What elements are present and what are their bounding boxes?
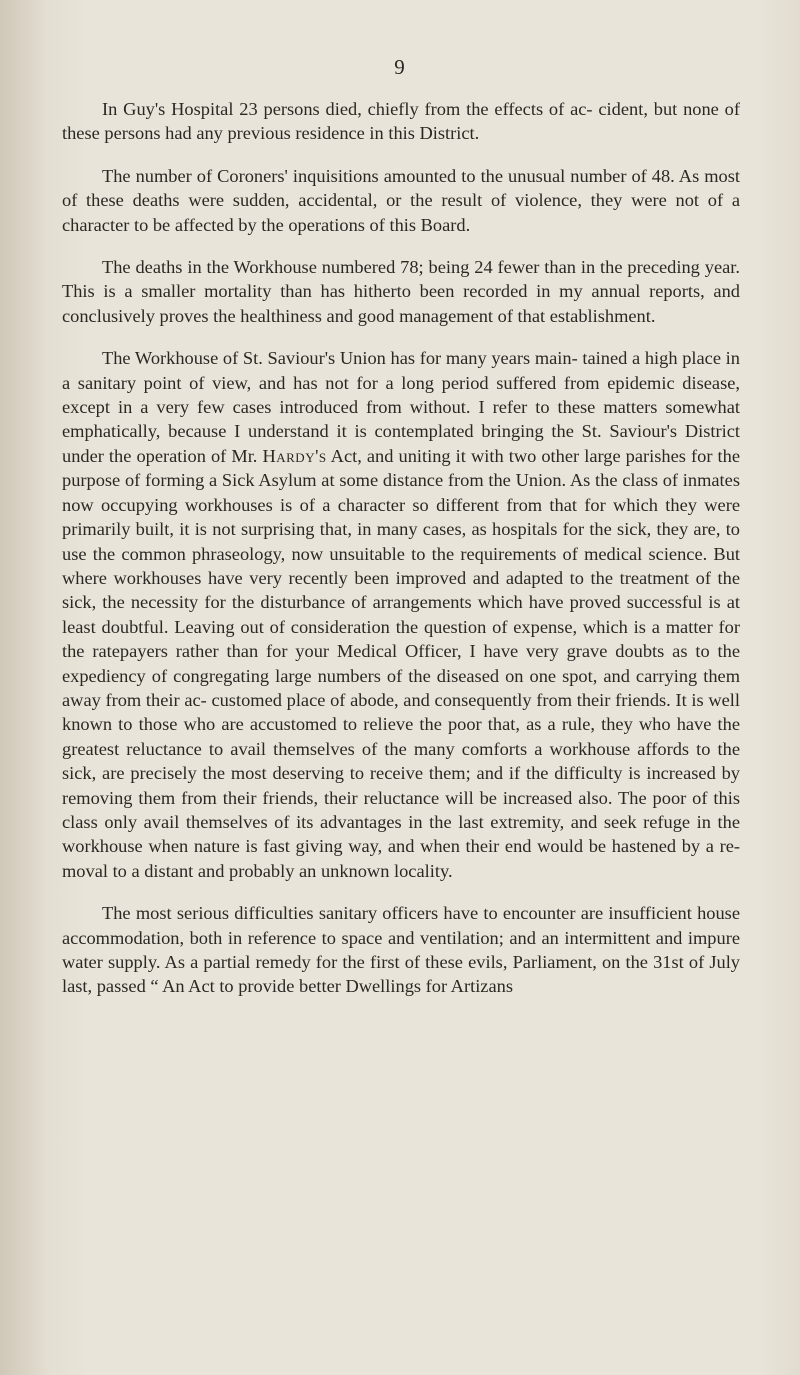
paragraph-workhouse-deaths: The deaths in the Workhouse numbered 78; being 24 fewer than in the preceding year. This is a smaller mortality than has hitherto been recorded in my annual reports, and conclusively proves the healthiness and good management of that establishment.: [62, 257, 740, 326]
paragraph-text-segment: Act, and uniting it with two other large parishes for the purpose of forming a Sick Asylum at some distance from the Union. As the class of inmates now occupying workhouses is of a character so different from that for which they were primarily built, it is not surprising that, in many cases, as hospitals for the sick, they are, to use the common phraseology, now unsuitable to the requirements of medical science. But where workhouses have very recently been improved and adapted to the treatment of the sick, the necessity for the disturbance of arrangements which have proved successful is at least doubtful. Leaving out of consideration the question of expense, which is a matter for the ratepayers rather than for your Medical Officer, I have very grave doubts as to the expediency of congregating large numbers of the diseased on one spot, and carrying them away from their ac- customed place of abode, and consequently from their friends. It is well known to those who are accustomed to relieve the poor that, as a rule, they who have the greatest reluctance to avail themselves of the many comforts a workhouse affords to the sick, are precisely the most deserving to receive them; and if the difficulty is increased by removing them from their friends, their reluctance will be increased also. The poor of this class only avail themselves of its advantages in the last extremity, and seek refuge in the workhouse when nature is fast giving way, and when their end would be hastened by a re- moval to a distant and probably an unknown locality.: [62, 445, 740, 881]
paragraph-guys-hospital: In Guy's Hospital 23 persons died, chiefly from the effects of ac- cident, but none of these persons had any previous residence in this District.: [62, 99, 740, 144]
page-number: 9: [394, 55, 406, 79]
body-text: [62, 97, 740, 1017]
paragraph-coroners-inquisitions: The number of Coroners' inquisitions amounted to the unusual number of 48. As most of these deaths were sudden, accidental, or the result of violence, they were not of a character to be affected by the operations of this Board.: [62, 165, 740, 235]
paragraph-text-segment: The Workhouse of St. Saviour's Union has for many years main- tained a high place in a sanitary point of view, and has not for a long period suffered from epidemic disease, except in a very few cases introduced from without. I refer to these matters somewhat emphatically, because I understand it is contemplated bringing the St. Saviour's District under the operation of Mr.: [62, 348, 740, 466]
binding-gutter: [0, 0, 48, 1375]
smallcaps-name-hardy: Hardy's: [262, 445, 327, 466]
paragraph-sanitary-difficulties: The most serious difficulties sanitary officers have to encounter are insufficient house accommodation, both in reference to space and ventilation; and an intermittent and impure water supply. As a partial remedy for the first of these evils, Parliament, on the 31st of July last, passed “ An Act to provide better Dwellings for Artizans: [62, 903, 740, 997]
paragraph-st-saviours-workhouse: [62, 346, 740, 883]
